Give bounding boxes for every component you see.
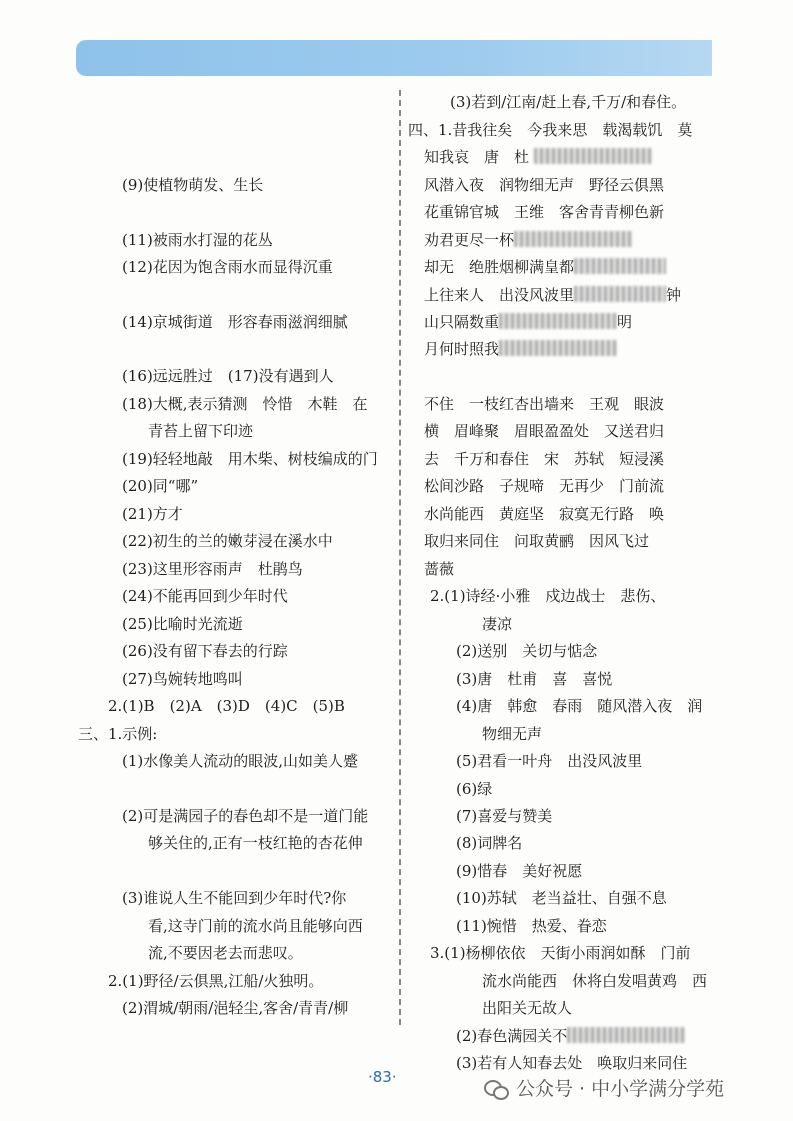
blurred-text: [567, 1027, 685, 1043]
answer-line: 却无 绝胜烟柳满皇都: [424, 253, 666, 281]
answer-line: (26)没有留下春去的行踪: [122, 642, 288, 660]
answer-line: (6)绿: [456, 780, 493, 798]
answer-line: 松间沙路 子规啼 无再少 门前流: [424, 477, 665, 495]
answer-line: (1)水像美人流动的眼波,山如美人蹙: [122, 752, 359, 770]
header-band: [76, 40, 712, 76]
column-divider: [399, 90, 401, 1025]
answer-line: 2.(1)野径/云俱黑,江船/火独明。: [108, 972, 324, 990]
answer-line: (21)方才: [122, 505, 183, 523]
answer-line: (3)若到/江南/赶上春,千万/和春住。: [450, 93, 687, 111]
answer-line: 3.(1)杨柳依依 天街小雨润如酥 门前: [430, 944, 691, 962]
answer-line: (10)苏轼 老当益壮、自强不息: [456, 889, 667, 907]
answer-line: (2)送别 关切与惦念: [456, 642, 598, 660]
blurred-text: [499, 313, 617, 329]
answer-line: (27)鸟婉转地鸣叫: [122, 670, 243, 688]
answer-line: (23)这里形容雨声 杜鹃鸟: [122, 560, 303, 578]
watermark: [484, 1074, 724, 1101]
answer-line: (4)唐 韩愈 春雨 随风潜入夜 润: [456, 697, 703, 715]
answer-line: 凄凉: [482, 615, 513, 633]
blurred-text: [574, 258, 666, 274]
answer-line: 流,不要因老去而悲叹。: [148, 944, 303, 962]
answer-line: (3)谁说人生不能回到少年时代?你: [122, 889, 347, 907]
answer-line: 不住 一枝红杏出墙来 王观 眼波: [424, 395, 665, 413]
answer-line: 出阳关无故人: [482, 999, 573, 1017]
answer-line: 花重锦官城 王维 客舍青青柳色新: [424, 203, 665, 221]
answer-line: (22)初生的兰的嫩芽浸在溪水中: [122, 532, 333, 550]
answer-line: (11)被雨水打湿的花丛: [122, 231, 273, 249]
answer-line: (9)使植物萌发、生长: [122, 176, 264, 194]
answer-line: 2.(1)诗经·小雅 戍边战士 悲伤、: [430, 587, 666, 605]
answer-line: 去 千万和春住 宋 苏轼 短浸溪: [424, 450, 665, 468]
answer-line: (19)轻轻地敲 用木柴、树枝编成的门: [122, 450, 378, 468]
answer-line: 取归来同住 问取黄鹂 因风飞过: [424, 532, 650, 550]
watermark-text: 公众号 · 中小学满分学苑: [516, 1078, 725, 1100]
answer-line: 物细无声: [482, 725, 543, 743]
section-heading: 三、1.示例:: [78, 725, 158, 743]
answer-line: 看,这寺门前的流水尚且能够向西: [148, 917, 363, 935]
blurred-text: [499, 340, 617, 356]
answer-line: (8)词牌名: [456, 834, 523, 852]
answer-line: 劝君更尽一杯: [424, 226, 632, 254]
answer-line: (11)惋惜 热爱、眷恋: [456, 917, 607, 935]
answer-line: (5)君看一叶舟 出没风波里: [456, 752, 643, 770]
answer-line: (9)惜春 美好祝愿: [456, 862, 583, 880]
answer-line: 横 眉峰聚 眉眼盈盈处 又送君归: [424, 422, 665, 440]
page-number: ·83·: [368, 1068, 397, 1086]
answer-line: (2)可是满园子的春色却不是一道门能: [122, 807, 369, 825]
answer-line: (7)喜爱与赞美: [456, 807, 553, 825]
blurred-text: [574, 286, 666, 302]
answer-line: (3)若有人知春去处 唤取归来同住: [456, 1054, 688, 1072]
blurred-text: [534, 148, 652, 164]
answer-line: 水尚能西 黄庭坚 寂寞无行路 唤: [424, 505, 665, 523]
answer-line: (14)京城街道 形容春雨滋润细腻: [122, 313, 348, 331]
answer-line: (3)唐 杜甫 喜 喜悦: [456, 670, 613, 688]
blurred-text: [514, 231, 632, 247]
answer-line: 够关住的,正有一枝红艳的杏花伸: [148, 834, 363, 852]
answer-line: 蔷薇: [424, 560, 455, 578]
answer-line: (25)比喻时光流逝: [122, 615, 243, 633]
answer-line: (20)同“哪”: [122, 477, 199, 495]
answer-line: 2.(1)B (2)A (3)D (4)C (5)B: [108, 697, 345, 715]
answer-line: 青苔上留下印迹: [148, 422, 254, 440]
wechat-icon: [484, 1078, 508, 1098]
answer-line: (2)渭城/朝雨/浥轻尘,客舍/青青/柳: [122, 999, 349, 1017]
answer-line: (24)不能再回到少年时代: [122, 587, 288, 605]
answer-line: 流水尚能西 休将白发唱黄鸡 西: [482, 972, 708, 990]
answer-line: 上往来人 出没风波里 钟: [424, 286, 682, 304]
answer-line: 风潜入夜 润物细无声 野径云俱黑: [424, 176, 665, 194]
section-heading: 四、1.昔我往矣 今我来思 载渴载饥 莫: [408, 121, 693, 139]
answer-line: (12)花因为饱含雨水而显得沉重: [122, 258, 333, 276]
answer-line: (18)大概,表示猜测 怜惜 木鞋 在: [122, 395, 368, 413]
answer-line: (16)远远胜过 (17)没有遇到人: [122, 367, 334, 385]
answer-line: (2)春色满园关不: [456, 1022, 685, 1050]
answer-line: 山只隔数重 明: [424, 313, 633, 331]
answer-line: 月何时照我: [424, 335, 617, 363]
answer-line: 知我哀 唐 杜: [424, 143, 652, 171]
